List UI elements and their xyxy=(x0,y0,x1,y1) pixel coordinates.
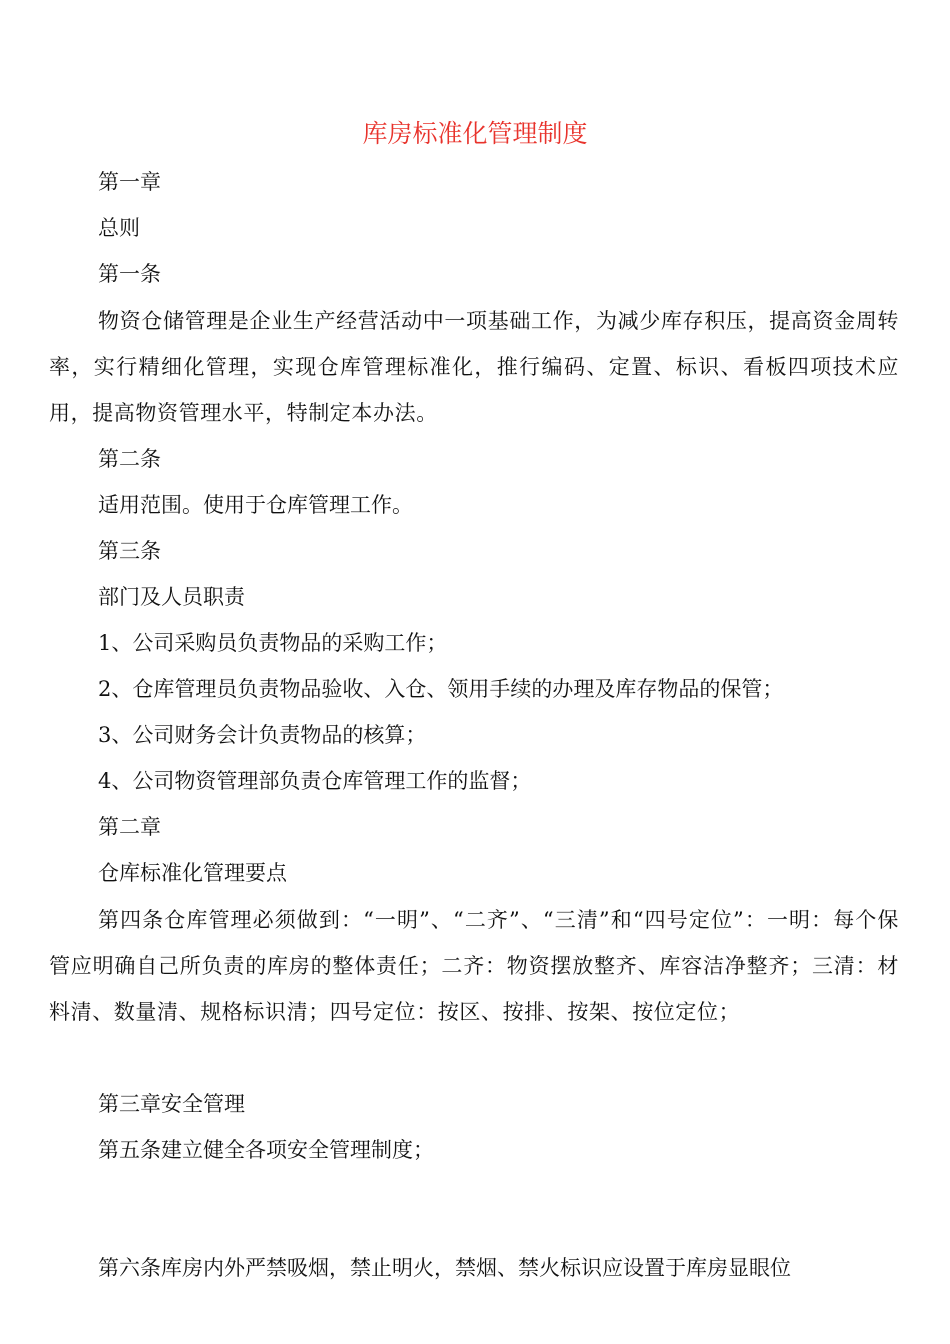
article3-heading: 第三条 xyxy=(98,539,161,563)
article4-text: 第四条仓库管理必须做到：“一明”、“二齐”、“三清”和“四号定位”：一明：每个保管应明确自己所负责的库房的整体责任；二齐：物资摆放整齐、库容洁净整齐；三清：材料清、数量清、规格标识清；四号定位：按区、按排、按架、按位定位； xyxy=(49,908,899,1024)
duty-item: 1、公司采购员负责物品的采购工作； xyxy=(98,631,448,655)
duty-item: 4、公司物资管理部负责仓库管理工作的监督； xyxy=(98,769,532,793)
article6-text: 第六条库房内外严禁吸烟，禁止明火，禁烟、禁火标识应设置于库房显眼位 xyxy=(98,1256,791,1280)
document-title: 库房标准化管理制度 xyxy=(362,119,588,148)
duty-item: 2、仓库管理员负责物品验收、入仓、领用手续的办理及库存物品的保管； xyxy=(98,677,784,701)
chapter1-name: 总则 xyxy=(98,216,140,240)
chapter3-heading: 第三章安全管理 xyxy=(98,1092,245,1116)
chapter2-name: 仓库标准化管理要点 xyxy=(98,861,287,885)
article2-heading: 第二条 xyxy=(98,447,161,471)
article5-text: 第五条建立健全各项安全管理制度； xyxy=(98,1138,434,1162)
article1-text: 物资仓储管理是企业生产经营活动中一项基础工作，为减少库存积压，提高资金周转率，实行精细化管理，实现仓库管理标准化，推行编码、定置、标识、看板四项技术应用，提高物资管理水平，特制定本办法。 xyxy=(49,309,899,425)
article3-text: 部门及人员职责 xyxy=(98,585,245,609)
duty-item: 3、公司财务会计负责物品的核算； xyxy=(98,723,427,747)
article2-text: 适用范围。使用于仓库管理工作。 xyxy=(98,493,413,517)
article1-heading: 第一条 xyxy=(98,262,161,286)
chapter1-heading: 第一章 xyxy=(98,170,161,194)
chapter2-heading: 第二章 xyxy=(98,815,161,839)
